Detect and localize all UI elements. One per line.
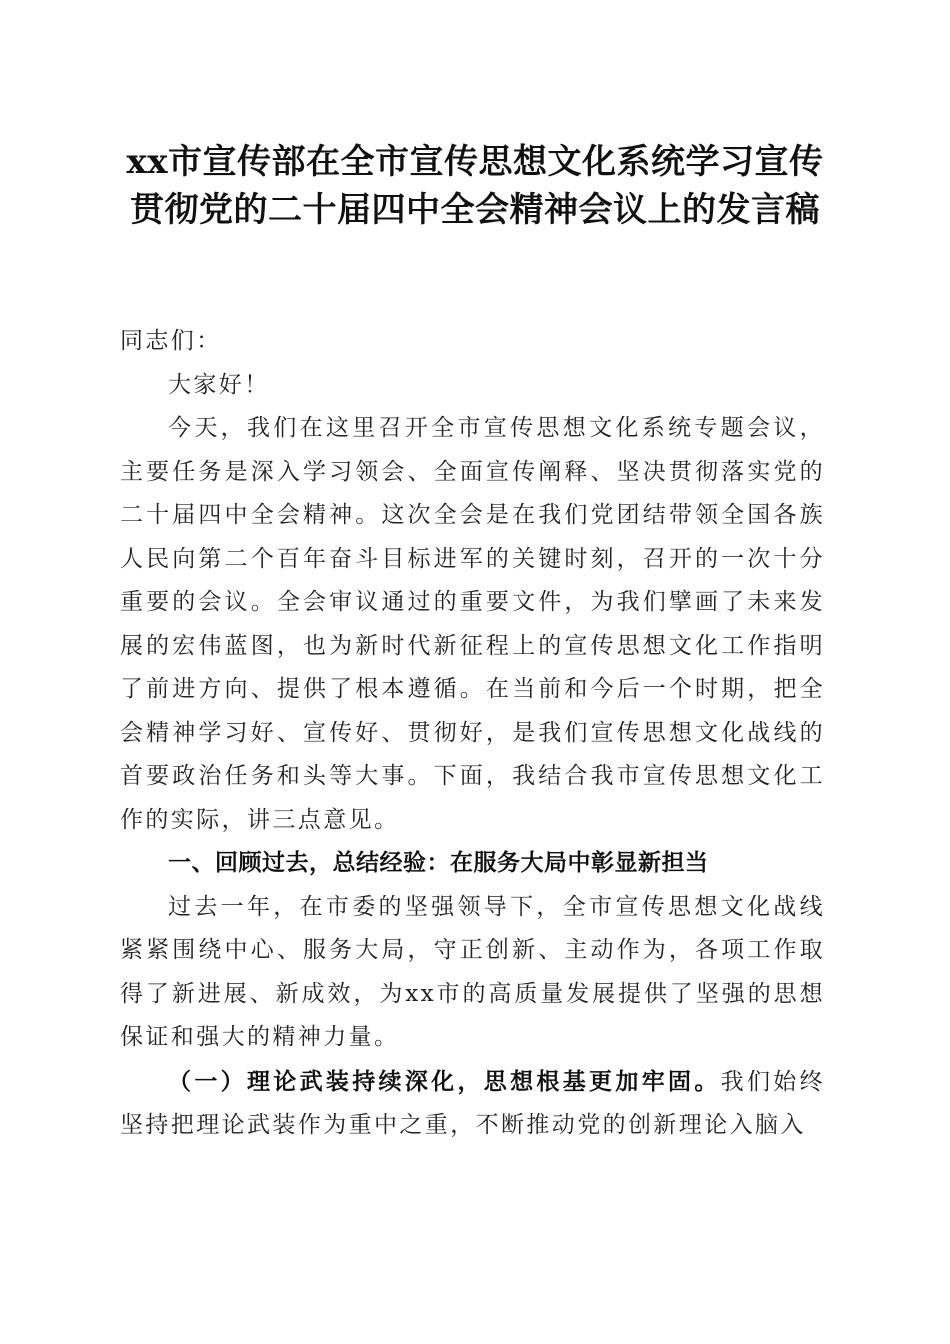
subsection-text-1: 我们始终坚持把理论武装作为重中之重，不断推动党的创新理论入脑入 [120, 1068, 825, 1138]
document-title: xx市宣传部在全市宣传思想文化系统学习宣传贯彻党的二十届四中全会精神会议上的发言稿 [126, 142, 824, 230]
greeting: 大家好！ [168, 371, 270, 398]
intro-paragraph: 今天，我们在这里召开全市宣传思想文化系统专题会议，主要任务是深入学习领会、全面宣传阐释、坚决贯彻落实党的二十届四中全会精神。这次全会是在我们党团结带领全国各族人民向第二个百年奋斗目标进军的关键时刻，召开的一次十分重要的会议。全会审议通过的重要文件，为我们擘画了未来发展的宏伟蓝图，也为新时代新征程上的宣传思想文化工作指明了前进方向、提供了根本遵循。在当前和今后一个时期，把全会精神学习好、宣传好、贯彻好，是我们宣传思想文化战线的首要政治任务和头等大事。下面，我结合我市宣传思想文化工作的实际，讲三点意见。 [120, 415, 825, 833]
salutation: 同志们： [120, 328, 222, 354]
subsection-paragraph-1 [120, 1060, 825, 1148]
document-body [120, 320, 825, 1148]
review-paragraph: 过去一年，在市委的坚强领导下，全市宣传思想文化战线紧紧围绕中心、服务大局，守正创新、主动作为，各项工作取得了新进展、新成效，为xx市的高质量发展提供了坚强的思想保证和强大的精神力量。 [120, 893, 825, 1050]
subsection-heading-1: （一）理论武装持续深化，思想根基更加牢固。 [168, 1067, 721, 1095]
section-heading-1: 一、回顾过去，总结经验：在服务大局中彰显新担当 [168, 850, 709, 876]
